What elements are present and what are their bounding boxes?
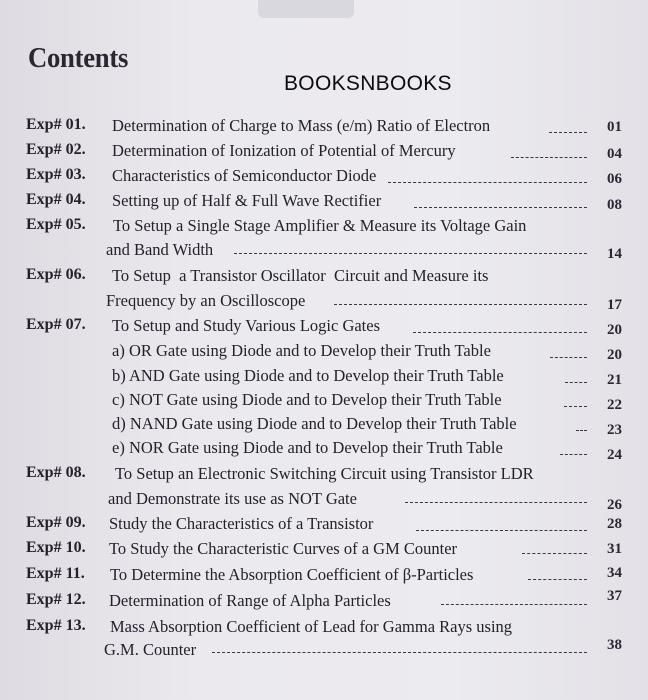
exp-label: Exp# 06. bbox=[26, 266, 86, 283]
exp-title-line-1: Mass Absorption Coefficient of Lead for Gamma Rays using bbox=[110, 617, 513, 636]
exp-title-line-1: To Setup a Single Stage Amplifier & Measure its Voltage Gain bbox=[113, 216, 527, 235]
exp-label: Exp# 10. bbox=[26, 539, 86, 556]
exp-label: Exp# 09. bbox=[26, 514, 86, 531]
exp-title: Determination of Range of Alpha Particles bbox=[109, 591, 391, 610]
page-number: 06 bbox=[607, 171, 622, 187]
page-number: 24 bbox=[607, 447, 622, 463]
dot-leader bbox=[441, 604, 587, 605]
dot-leader bbox=[576, 430, 587, 431]
page-number: 31 bbox=[607, 541, 622, 557]
exp-label: Exp# 01. bbox=[26, 116, 86, 133]
page-number: 21 bbox=[607, 372, 622, 388]
exp-label: Exp# 02. bbox=[26, 141, 86, 158]
exp-title: Determination of Charge to Mass (e/m) Ratio of Electron bbox=[112, 116, 491, 135]
dot-leader bbox=[560, 454, 587, 455]
page-number: 01 bbox=[607, 119, 622, 135]
exp-title: To Study the Characteristic Curves of a GM Counter bbox=[109, 539, 458, 558]
exp-label: Exp# 07. bbox=[26, 316, 86, 333]
page-number: 04 bbox=[607, 146, 622, 162]
page-number: 28 bbox=[607, 516, 622, 532]
page-number: 20 bbox=[607, 347, 622, 363]
toc-subentry-7e bbox=[0, 438, 648, 462]
toc-entry-exp-07 bbox=[0, 316, 648, 340]
exp-title: Determination of Ionization of Potential of Mercury bbox=[112, 141, 456, 160]
toc-subentry-7a bbox=[0, 341, 648, 365]
page-number: 17 bbox=[607, 297, 622, 313]
page-number: 08 bbox=[607, 197, 622, 213]
toc-entry-exp-10 bbox=[0, 539, 648, 563]
exp-label: Exp# 12. bbox=[26, 591, 86, 608]
dot-leader bbox=[565, 382, 587, 383]
toc-entry-exp-11 bbox=[0, 565, 648, 589]
sub-title: a) OR Gate using Diode and to Develop their Truth Table bbox=[112, 341, 491, 360]
toc-entry-exp-12 bbox=[0, 588, 648, 615]
exp-title: Study the Characteristics of a Transistor bbox=[109, 514, 374, 533]
sub-title: c) NOT Gate using Diode and to Develop their Truth Table bbox=[112, 390, 502, 409]
sub-title: d) NAND Gate using Diode and to Develop their Truth Table bbox=[112, 414, 517, 433]
dot-leader bbox=[522, 553, 587, 554]
dot-leader bbox=[416, 530, 587, 531]
toc-entry-exp-09 bbox=[0, 514, 648, 538]
sub-title: b) AND Gate using Diode and to Develop their Truth Table bbox=[112, 366, 504, 385]
page-number: 22 bbox=[607, 397, 622, 413]
page-number: 14 bbox=[607, 246, 622, 262]
toc-entry-exp-01 bbox=[0, 116, 648, 140]
dot-leader bbox=[564, 406, 587, 407]
exp-title: Setting up of Half & Full Wave Rectifier bbox=[112, 191, 382, 210]
sub-title: e) NOR Gate using Diode and to Develop their Truth Table bbox=[112, 438, 503, 457]
toc-entry-exp-06 bbox=[0, 266, 648, 314]
page-number: 20 bbox=[607, 322, 622, 338]
toc-entry-exp-04 bbox=[0, 191, 648, 215]
exp-title-line-2: and Demonstrate its use as NOT Gate bbox=[108, 489, 357, 508]
exp-label: Exp# 11. bbox=[26, 565, 85, 582]
dot-leader bbox=[511, 157, 587, 158]
dot-leader bbox=[334, 304, 587, 305]
exp-title: To Determine the Absorption Coefficient of β-Particles bbox=[110, 565, 474, 584]
exp-title: Characteristics of Semiconductor Diode bbox=[112, 166, 377, 185]
exp-label: Exp# 04. bbox=[26, 191, 86, 208]
page-number: 23 bbox=[607, 422, 622, 438]
dot-leader bbox=[550, 357, 587, 358]
exp-title-line-2: G.M. Counter bbox=[104, 640, 197, 659]
page-number: 38 bbox=[607, 637, 622, 653]
dot-leader bbox=[549, 132, 587, 133]
toc-subentry-7d bbox=[0, 414, 648, 438]
exp-title-line-2: Frequency by an Oscilloscope bbox=[106, 291, 306, 310]
toc-entry-exp-02 bbox=[0, 141, 648, 165]
exp-title-line-2: and Band Width bbox=[106, 240, 214, 259]
toc-entry-exp-05 bbox=[0, 216, 648, 264]
exp-title-line-1: To Setup a Transistor Oscillator Circuit and Measure its bbox=[112, 266, 489, 285]
dot-leader bbox=[528, 579, 587, 580]
exp-label: Exp# 05. bbox=[26, 216, 86, 233]
exp-title-line-1: To Setup an Electronic Switching Circuit using Transistor LDR bbox=[115, 464, 534, 483]
toc-entry-exp-03 bbox=[0, 166, 648, 190]
exp-label: Exp# 03. bbox=[26, 166, 86, 183]
exp-label: Exp# 08. bbox=[26, 464, 86, 481]
exp-label: Exp# 13. bbox=[26, 617, 86, 634]
page-smudge bbox=[258, 0, 354, 18]
toc-entry-exp-13 bbox=[0, 617, 648, 665]
watermark-text: BOOKSNBOOKS bbox=[284, 72, 452, 95]
dot-leader bbox=[388, 182, 587, 183]
dot-leader bbox=[405, 502, 587, 503]
page-number: 37 bbox=[607, 588, 622, 604]
dot-leader bbox=[413, 332, 587, 333]
dot-leader bbox=[234, 253, 587, 254]
dot-leader bbox=[414, 207, 587, 208]
toc-subentry-7b bbox=[0, 366, 648, 390]
toc-subentry-7c bbox=[0, 390, 648, 414]
dot-leader bbox=[212, 652, 587, 653]
page-number: 34 bbox=[607, 565, 622, 581]
page-number: 26 bbox=[607, 497, 622, 513]
exp-title: To Setup and Study Various Logic Gates bbox=[112, 316, 381, 335]
toc-entry-exp-08 bbox=[0, 464, 648, 512]
contents-heading: Contents bbox=[28, 42, 129, 74]
